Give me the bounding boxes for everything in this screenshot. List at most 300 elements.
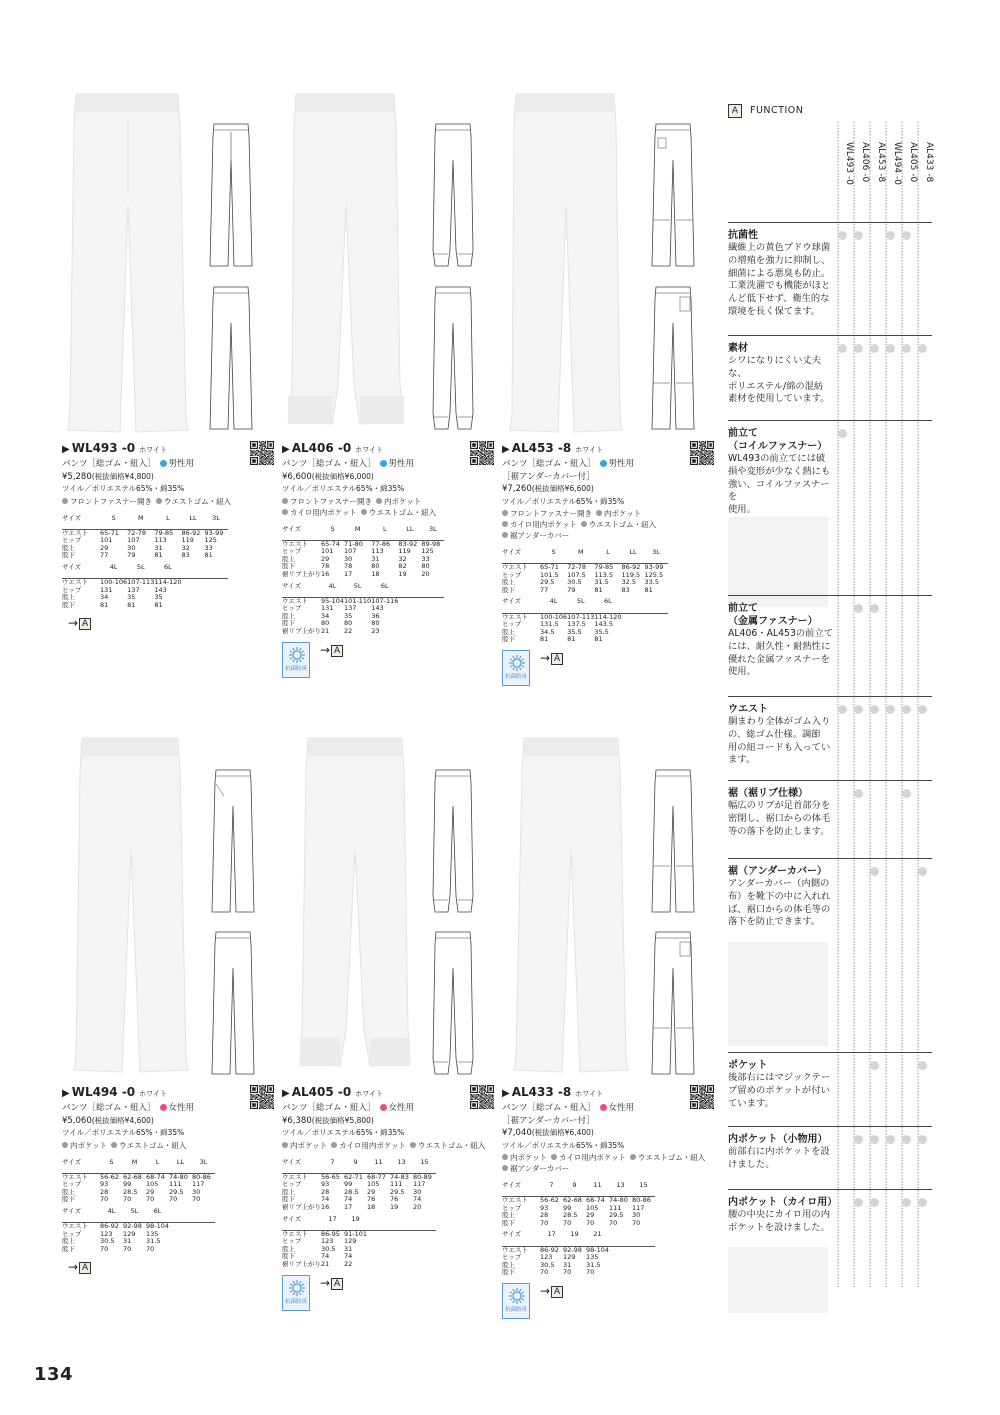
size-cell: 70 [123,1195,132,1204]
size-cell: 80-86 [192,1172,211,1181]
size-cell: 28.5 [344,1187,359,1196]
antibacterial-badge [502,650,530,686]
bullet-icon [156,498,162,504]
size-row [282,1238,436,1246]
size-row [62,545,228,553]
feature-text: 内ポケット [383,496,422,506]
function-mark-dot [886,344,895,353]
size-cell: 70 [632,1218,641,1227]
size-cell: 77 [100,551,109,560]
size-cell: 113 [154,536,167,545]
function-row [728,1126,932,1189]
size-cell: 143.5 [594,620,613,629]
product-code-text: AL406 -0 [291,441,352,455]
feature-item [502,508,592,519]
size-cell: 股下 [502,585,515,594]
product-color: ホワイト [355,1090,383,1098]
product-bottom-row [62,615,274,635]
function-text [728,342,836,406]
size-cell: 71-80 [344,539,363,548]
qr-code-icon[interactable] [470,441,494,465]
size-row [62,579,228,587]
antibacterial-badge [282,1275,310,1311]
size-cell: 30.5 [567,578,582,587]
function-title: 素材 [728,343,748,354]
product-code-text: AL405 -0 [291,1085,352,1099]
feature-item [630,1152,705,1163]
product-material: ツイル／ポリエステル65%・綿35% [282,1128,405,1137]
product-material: ツイル／ポリエステル65%・綿35% [282,484,405,493]
size-cell: 135 [586,1253,599,1262]
product-code [282,441,494,458]
function-mark-dot [902,789,911,798]
size-cell: 30 [192,1187,201,1196]
size-cell: 78 [344,562,353,571]
size-cell: 28 [540,1211,549,1220]
function-text [728,1059,836,1110]
size-header-cell: 13 [397,1157,406,1166]
size-cell: ウエスト [62,528,88,537]
bullet-icon [62,1142,68,1148]
line-drawing-front-wl494 [210,766,256,916]
product-name [502,1102,714,1115]
function-mark-dot [870,604,879,613]
size-header-cell: サイズ [502,597,521,606]
triangle-right-icon: ▶ [62,444,70,455]
function-text [728,865,836,929]
size-cell: 31 [563,1260,572,1269]
function-row [728,222,932,335]
size-row [282,1204,436,1212]
function-mark-dot [870,705,879,714]
size-cell: 81 [127,600,136,609]
bullet-icon [502,521,508,527]
size-cell: 81 [540,635,549,644]
size-cell: 56-65 [321,1172,340,1181]
size-cell: 81 [594,585,603,594]
size-cell: ヒップ [502,1203,522,1212]
size-cell: 86-92 [181,528,201,537]
function-ref-badge: A [551,1286,563,1298]
product-bottom-row [502,1283,714,1321]
size-table [62,1159,215,1254]
size-header-cell: L [155,1157,160,1166]
feature-text: ウエストゴム・紐入 [418,1140,486,1150]
bullet-icon [282,1142,288,1148]
size-table [282,1159,436,1269]
product-bottom-row [282,1275,494,1313]
size-cell: 135 [146,1229,159,1238]
function-mark-dot [918,1061,927,1070]
function-mark-dot [838,231,847,240]
size-cell: 131 [321,604,334,613]
size-header-cell: 9 [353,1157,358,1166]
function-desc-line: ポリエステル/綿の混紡 [728,380,824,392]
size-header-cell: サイズ [282,581,301,590]
line-drawing-front-al453 [650,120,696,270]
function-mark-dot [870,867,879,876]
size-cell: ウエスト [502,1196,528,1205]
size-row [62,594,228,602]
product-name [62,1102,274,1115]
size-cell: 70 [123,1244,132,1253]
size-cell: 113.5 [594,570,613,579]
size-cell: 裾リブ上がり [282,569,321,578]
size-cell: 33 [204,543,213,552]
gender-label [600,1103,635,1113]
size-cell: 92-98 [123,1222,142,1231]
function-mark-dot [886,231,895,240]
size-cell: 30 [413,1187,422,1196]
function-mark-dot [918,705,927,714]
size-header-cell: LL [406,524,414,533]
size-header-cell: サイズ [62,562,81,571]
function-mark-dot [838,429,847,438]
function-mark-dot [854,1198,863,1207]
size-header-cell: L [166,513,170,522]
size-cell: 股下 [502,635,515,644]
size-cell: 83 [621,585,630,594]
size-row [502,587,668,595]
product-features [502,1152,714,1174]
size-cell: 65-71 [100,528,119,537]
size-cell: 117 [413,1180,426,1189]
size-cell: 137.5 [567,620,586,629]
function-desc-line: 環境を長く保てます。 [728,305,821,317]
bullet-icon [581,521,587,527]
function-mark-dot [854,1135,863,1144]
qr-code-icon[interactable] [250,441,274,465]
size-cell: 101 [100,536,113,545]
function-ref [320,644,343,658]
gender-text: 女性用 [168,1103,195,1113]
feature-text: カイロ用内ポケット [339,1140,407,1150]
size-cell: 19 [398,569,407,578]
size-cell: 34 [321,611,330,620]
size-cell: 99 [344,1180,353,1189]
function-mark-dot [870,1135,879,1144]
size-cell: ウエスト [502,563,528,572]
size-cell: 35.5 [567,627,582,636]
size-cell: 80 [421,562,430,571]
size-cell: 30.5 [100,1237,115,1246]
function-text [728,229,836,319]
size-header-cell: 5L [576,597,585,606]
function-desc-line: ポケットを設けました。 [728,1221,830,1233]
page-number: 134 [34,1364,74,1385]
size-cell: 129 [344,1237,357,1246]
size-cell: ウエスト [502,612,528,621]
line-drawing-front-al405 [430,766,476,916]
size-row [502,1220,655,1228]
function-row [728,335,932,420]
function-ref [68,1261,91,1275]
size-cell: 107-113 [127,578,155,587]
size-cell: 80-89 [413,1172,432,1181]
arrow-right-icon: → [320,642,331,657]
product-material: ツイル／ポリエステル65%・綿35% [502,496,625,506]
function-mark-dot [854,344,863,353]
size-header-cell: S [111,513,116,522]
size-cell: 81 [154,551,163,560]
size-header-cell: 5L [130,1206,139,1215]
gender-label [160,1103,195,1113]
function-text [728,602,836,679]
size-cell: 股下 [62,1195,75,1204]
product-features [502,508,714,541]
size-row [62,1196,215,1204]
size-cell: 34.5 [540,627,555,636]
size-cell: 79 [127,551,136,560]
triangle-right-icon: ▶ [62,1088,70,1099]
size-cell: 17 [344,1202,353,1211]
size-cell: 70 [609,1218,618,1227]
size-header-row [62,564,228,576]
size-cell: 股上 [282,611,295,620]
product-color: ホワイト [139,1090,167,1098]
size-cell: 117 [192,1180,205,1189]
size-cell: 80 [321,619,330,628]
size-cell: 30 [127,543,136,552]
size-table [62,515,228,610]
pants-photo-al405 [290,730,420,1078]
size-cell: 74 [344,1195,353,1204]
size-cell: 81 [594,635,603,644]
size-cell: ウエスト [282,1172,308,1181]
size-cell: 117 [632,1203,645,1212]
size-header-cell: 9 [572,1181,577,1189]
bullet-icon [111,1142,117,1148]
size-header-cell: 11 [593,1181,602,1189]
size-cell: 32 [398,554,407,563]
function-title: ポケット [728,1060,768,1071]
antibacterial-badge [502,1283,530,1319]
size-cell: ウエスト [502,1245,528,1254]
product-price [282,1115,494,1128]
function-mark-dot [918,867,927,876]
size-cell: 114-120 [594,612,622,621]
function-mark-dot [902,344,911,353]
product-name [282,458,494,471]
size-header-cell: 6L [164,562,172,571]
qr-code-icon[interactable] [690,1085,714,1109]
size-cell: 70 [100,1195,109,1204]
function-title: 前立て [728,428,758,439]
gender-dot-icon [600,1104,607,1111]
antibacterial-label: 抗菌防臭 [284,666,307,673]
feature-item [596,508,641,519]
feature-text: カイロ用内ポケット [559,1153,627,1162]
function-desc-line: AL406・AL453の前立て [728,628,834,639]
feature-item [376,496,421,507]
function-desc-line: 用の紐コードも入ってい [728,741,831,753]
size-cell: 31.5 [146,1237,161,1246]
size-cell: 18 [371,569,380,578]
size-header-row [502,549,668,561]
gender-label [380,1103,415,1113]
qr-code-icon[interactable] [470,1085,494,1109]
size-header-cell: 11 [374,1157,383,1166]
size-cell: 22 [344,627,353,636]
size-header-row [282,1159,436,1171]
size-cell: 137 [127,585,140,594]
size-header-row [282,1216,436,1228]
size-cell: 70 [540,1268,549,1277]
size-cell: 70 [146,1244,155,1253]
function-ref [320,1277,343,1291]
gender-dot-icon [600,460,607,467]
product-code [282,1085,494,1102]
size-cell: 81 [100,600,109,609]
triangle-right-icon: ▶ [282,444,290,455]
function-desc-line: ば、裾口からの体毛等の [728,903,831,915]
size-header-cell: 21 [593,1230,602,1239]
size-cell: 70 [540,1218,549,1227]
product-name-text: パンツ［総ゴム・紐入］ [62,1103,156,1113]
gender-dot-icon [160,460,167,467]
size-cell: 79-85 [154,528,174,537]
gender-label [160,459,195,469]
antibacterial-icon [508,654,526,672]
size-cell: 80-86 [632,1196,651,1205]
size-header-row [502,598,668,610]
pants-photo-al453 [500,86,630,438]
size-cell: 17 [344,569,353,578]
feature-item [502,1163,569,1174]
function-desc-line: 密閉し、裾口からの体毛 [728,812,831,824]
function-mark-dot [886,1135,895,1144]
function-desc-line: んど低下せず、衛生的な [728,293,830,305]
function-mark-dot [918,1135,927,1144]
function-desc-line: 使用。 [728,666,756,678]
product-code-text: WL494 -0 [71,1085,136,1099]
antibacterial-icon [288,1279,306,1297]
arrow-right-icon: → [320,1275,331,1290]
function-row [728,420,932,595]
size-cell: 28 [100,1187,109,1196]
product-material: ツイル／ポリエステル65%・綿35% [502,1140,625,1150]
size-cell: 111 [609,1203,622,1212]
function-mark-dot [854,789,863,798]
size-header-row [502,1182,655,1194]
product-name-text: パンツ［総ゴム・紐入］ [502,459,596,469]
function-desc-line: には、耐久性・耐熱性に [728,640,831,652]
size-cell: 68-74 [146,1172,165,1181]
size-cell: 77 [540,585,549,594]
line-drawing-front-wl493 [208,120,254,270]
product-code-text: AL433 -8 [511,1085,572,1099]
size-cell: ウエスト [282,1229,308,1238]
size-cell: 股下 [282,562,295,571]
function-desc-line: 布）を靴下の中に入れれ [728,890,831,902]
size-cell: 股上 [62,1237,75,1246]
line-drawing-back-wl493 [208,283,254,433]
size-cell: ヒップ [62,536,82,545]
function-title: 裾（裾リブ仕様） [728,788,808,799]
function-desc-line: 繊維上の黄色ブドウ球菌 [728,242,831,253]
size-cell: 98-104 [146,1222,170,1231]
qr-code-icon[interactable] [250,1085,274,1109]
size-row [282,597,444,605]
size-cell: 100-106 [540,612,568,621]
size-header-cell: S [330,524,335,533]
size-cell: 70 [100,1244,109,1253]
feature-item [502,519,577,530]
size-cell: 72-78 [127,528,147,537]
function-ref [540,1285,563,1299]
size-cell: 93-99 [644,563,664,572]
size-cell: 70 [563,1268,572,1277]
antibacterial-label: 抗菌防臭 [504,1307,527,1314]
size-cell: 93 [540,1203,549,1212]
size-row [282,556,444,564]
bullet-icon [282,509,288,515]
size-header-cell: LL [189,513,197,522]
size-cell: 86-92 [540,1245,559,1254]
size-cell: 16 [321,1202,330,1211]
size-cell: 29 [146,1187,155,1196]
product-block [62,1085,274,1279]
size-cell: 111 [390,1180,403,1189]
function-desc-line: 強い、コイルファスナーを [728,478,830,503]
size-cell: 72-78 [567,563,587,572]
function-title: 内ポケット（小物用） [728,1134,828,1145]
product-block [502,1085,714,1321]
function-mark-dot [870,1061,879,1070]
size-cell: 70 [192,1195,201,1204]
feature-item [156,496,231,507]
price-value: ¥6,380 [282,1115,312,1126]
size-cell: 股上 [62,1187,75,1196]
size-header-cell: サイズ [62,513,81,522]
size-cell: 32.5 [621,578,636,587]
size-cell: 99 [123,1180,132,1189]
feature-item [502,1152,547,1163]
size-row [282,613,444,621]
size-cell: 31.5 [594,578,609,587]
size-table [502,549,668,644]
product-block [62,441,274,635]
line-drawing-back-al453 [650,283,696,433]
size-cell: 29.5 [609,1211,624,1220]
size-cell: 33 [421,554,430,563]
size-cell: 股下 [282,1195,295,1204]
feature-text: ウエストゴム・紐入 [638,1153,706,1162]
size-cell: 29.5 [540,578,555,587]
size-cell: 29 [586,1211,595,1220]
function-ref-badge: A [551,653,563,665]
column-header-al433: AL433 -8 [924,142,934,183]
size-cell: 70 [586,1218,595,1227]
product-name-text: パンツ［総ゴム・紐入］ [502,1103,596,1113]
size-cell: 74 [321,1195,330,1204]
feature-item [502,530,569,541]
size-cell: 70 [169,1195,178,1204]
feature-text: ウエストゴム・紐入 [163,496,232,506]
price-tax-excluded: (税抜価格¥6,000) [311,471,374,481]
product-color: ホワイト [575,446,603,454]
feature-text: 裾アンダーカバー [510,531,570,540]
size-row [62,537,228,545]
product-price [502,1127,714,1140]
function-detail-photo [728,942,828,1046]
size-cell: 裾リブ上がり [282,1202,321,1211]
qr-code-icon[interactable] [690,441,714,465]
size-cell: 股下 [62,551,75,560]
size-cell: 62-68 [123,1172,142,1181]
arrow-right-icon: → [68,616,79,631]
size-cell: 107-113 [567,612,595,621]
